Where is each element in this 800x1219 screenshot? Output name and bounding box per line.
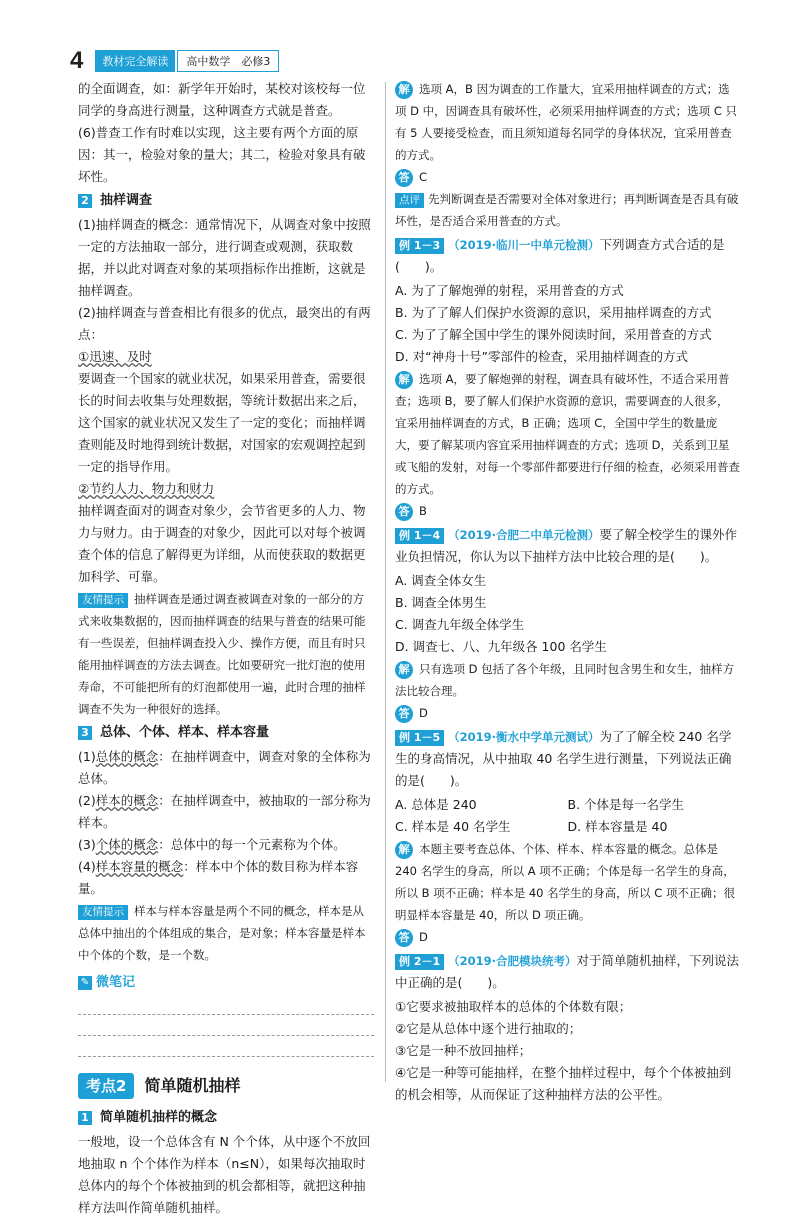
option-b: B. 调查全体男生 [395,595,487,610]
answer-icon: 答 [395,929,413,947]
example-question: 要了解全校学生的课外作业负担情况，你认为以下抽样方法中比较合理的是( )。 [395,527,738,564]
tip-text: 样本与样本容量是两个不同的概念，样本是从总体中抽出的个体组成的集合，是对象；样本容量是样本中个体的个数，是一个数。 [78,904,366,962]
solution-icon: 解 [395,841,413,859]
kaodian-badge: 考点2 [78,1073,134,1099]
example-source: （2019·合肥模块统考） [448,954,577,968]
note-line[interactable] [78,1015,374,1036]
sampling-advantages: (2)抽样调查与普查相比有很多的优点，最突出的有两点： [78,305,371,342]
notes-title: 微笔记 [96,975,136,990]
answer-block [395,166,740,188]
option-b: B. 个体是每一名学生 [567,797,685,812]
example-1-4-stem [395,524,740,568]
option-c: C. 为了了解全国中学生的课外阅读时间，采用普查的方式 [395,327,712,342]
comment-block [395,188,740,232]
section-number: 1 [78,1111,92,1125]
answer-block [395,702,740,724]
note-line[interactable] [78,1036,374,1057]
kaodian-title: 简单随机抽样 [144,1076,241,1095]
example-tag: 例 1－3 [395,238,444,254]
pencil-icon: ✎ [78,976,92,990]
example-1-3-stem [395,234,740,278]
options-row [395,816,740,838]
solution-icon: 解 [395,371,413,389]
answer-text: D [419,930,428,944]
subject-label: 高中数学 必修3 [177,50,279,72]
point-1-body: 要调查一个国家的就业状况，如果采用普查，需要很长的时间去收集与处理数据，等统计数据出来之后，这个国家的就业状况又发生了一定的变化；而抽样调查则能及时地得到统计数据，对国家的宏观调控起到一定的指导作用。 [78,371,366,474]
comment-text: 先判断调查是否需要对全体对象进行；再判断调查是否具有破坏性，是否适合采用普查的方式。 [395,192,739,228]
statement-3: ③它是一种不放回抽样； [395,1043,532,1058]
solution-text: 选项 A，B 因为调查的工作量大，宜采用抽样调查的方式；选项 D 中，因调查具有破坏性，必须采用抽样调查的方式；选项 C 只有 5 人要接受检查，而且须知道每名同学的身体状况，宜采用普查的方式。 [395,82,738,162]
option-a: A. 调查全体女生 [395,573,487,588]
definition-sample: (2)样本的概念：在抽样调查中，被抽取的一部分称为样本。 [78,793,371,830]
example-source: （2019·临川一中单元检测） [448,238,600,252]
answer-block [395,926,740,948]
section-1-heading [78,1107,374,1129]
solution-block [395,78,740,166]
option-d: D. 调查七、八、九年级各 100 名学生 [395,639,607,654]
section-number: 3 [78,726,92,740]
answer-icon: 答 [395,169,413,187]
point-2-title: ②节约人力、物力和财力 [78,481,215,496]
statement-4: ④它是一种等可能抽样，在整个抽样过程中，每个个体被抽到的机会相等，从而保证了这种抽样方法的公平性。 [395,1065,732,1102]
options-row [395,794,740,816]
intro-paragraph: 的全面调查，如：新学年开始时，某校对该校每一位同学的身高进行测量，这种调查方式就是普查。 [78,81,366,118]
example-question: 下列调查方式合适的是( )。 [395,237,725,274]
tip-1 [78,588,374,720]
statement-2: ②它是从总体中逐个进行抽取的； [395,1021,582,1036]
tip-tag: 友情提示 [78,905,128,920]
section-number: 2 [78,194,92,208]
option-a: A. 为了了解炮弹的射程，采用普查的方式 [395,283,624,298]
section-title: 总体、个体、样本、样本容量 [100,725,270,740]
example-tag: 例 1－4 [395,528,444,544]
book-label: 教材完全解读 [95,50,175,72]
definition-individual: (3)个体的概念：总体中的每一个元素称为个体。 [78,837,346,852]
example-source: （2019·合肥二中单元检测） [448,528,600,542]
example-2-1-stem [395,950,740,994]
section-2-heading [78,190,374,212]
answer-text: C [419,170,428,184]
option-d: D. 样本容量是 40 [567,819,668,834]
paragraph-6: (6)普查工作有时难以实现，这主要有两个方面的原因：其一，检验对象的量大；其二，检验对象具有破坏性。 [78,125,366,184]
solution-block [395,838,740,926]
section-title: 抽样调查 [100,193,153,208]
example-tag: 例 1－5 [395,730,444,746]
example-question: 对于简单随机抽样，下列说法中正确的是( )。 [395,953,740,990]
solution-block [395,658,740,702]
answer-text: D [419,706,428,720]
srs-definition: 一般地，设一个总体含有 N 个个体，从中逐个不放回地抽取 n 个个体作为样本（n≤N），如果每次抽取时总体内的每个个体被抽到的机会都相等，就把这种抽样方法叫作简单随机抽样。 [78,1134,371,1215]
page-header [70,47,279,74]
tip-2 [78,900,374,966]
statement-1: ①它要求被抽取样本的总体的个体数有限； [395,999,632,1014]
definition-population: (1)总体的概念：在抽样调查中，调查对象的全体称为总体。 [78,749,371,786]
note-line[interactable] [78,994,374,1015]
solution-icon: 解 [395,661,413,679]
option-b: B. 为了了解人们保护水资源的意识，采用抽样调查的方式 [395,305,712,320]
section-title: 简单随机抽样的概念 [100,1110,218,1125]
notes-heading [78,972,374,994]
page-number: 4 [70,47,84,74]
option-a: A. 总体是 240 [395,797,477,812]
section-3-heading [78,722,374,744]
option-c: C. 样本是 40 名学生 [395,819,511,834]
solution-text: 只有选项 D 包括了各个年级，且同时包含男生和女生，抽样方法比较合理。 [395,662,735,698]
sampling-definition: (1)抽样调查的概念：通常情况下，从调查对象中按照一定的方法抽取一部分，进行调查或观测，获取数据，并以此对调查对象的某项指标作出推断，这就是抽样调查。 [78,217,371,298]
tip-text: 抽样调查是通过调查被调查对象的一部分的方式来收集数据的，因而抽样调查的结果与普查的结果可能有一些误差，但抽样调查投入少、操作方便，而且有时只能用抽样调查的方法去调查。比如要研究一批灯泡的使用寿命，不可能把所有的灯泡都使用一遍，此时合理的抽样调查不失为一种很好的选择。 [78,592,366,716]
option-c: C. 调查九年级全体学生 [395,617,525,632]
example-question: 为了了解全校 240 名学生的身高情况，从中抽取 40 名学生进行测量，下列说法正确的是( )。 [395,729,732,788]
solution-block [395,368,740,500]
solution-text: 选项 A，要了解炮弹的射程，调查具有破坏性，不适合采用普查；选项 B，要了解人们保护水资源的意识，需要调查的人很多，宜采用抽样调查的方式，B 正确；选项 C，全国中学生的数量庞大，要了解某项内容宜采用抽样调查的方式；选项 D，关系到卫星或飞船的发射，对每一个零部件都要进行仔细的检查，必须采用普查的方式。 [395,372,740,496]
example-1-5-stem [395,726,740,792]
answer-icon: 答 [395,705,413,723]
answer-block [395,500,740,522]
left-column [78,78,374,1219]
solution-text: 本题主要考查总体、个体、样本、样本容量的概念。总体是 240 名学生的身高，所以 A 项不正确；个体是每一名学生的身高，所以 B 项不正确；样本是 40 名学生的身高，所以 C 项不正确；很明显样本容量是 40，所以 D 项正确。 [395,842,735,922]
solution-icon: 解 [395,81,413,99]
kaodian-heading [78,1073,374,1099]
point-1-title: ①迅速、及时 [78,349,152,364]
answer-text: B [419,504,427,518]
right-column [395,78,740,1106]
definition-sample-size: (4)样本容量的概念：样本中个体的数目称为样本容量。 [78,859,359,896]
answer-icon: 答 [395,503,413,521]
option-d: D. 对“神舟十号”零部件的检查，采用抽样调查的方式 [395,349,689,364]
column-divider [385,82,386,1082]
comment-tag: 点评 [395,193,424,208]
tip-tag: 友情提示 [78,593,128,608]
example-tag: 例 2－1 [395,954,444,970]
example-source: （2019·衡水中学单元测试） [448,730,600,744]
point-2-body: 抽样调查面对的调查对象少，会节省更多的人力、物力与财力。由于调查的对象少，因此可以对每个被调查个体的信息了解得更为详细，从而使获取的数据更加科学、可靠。 [78,503,366,584]
